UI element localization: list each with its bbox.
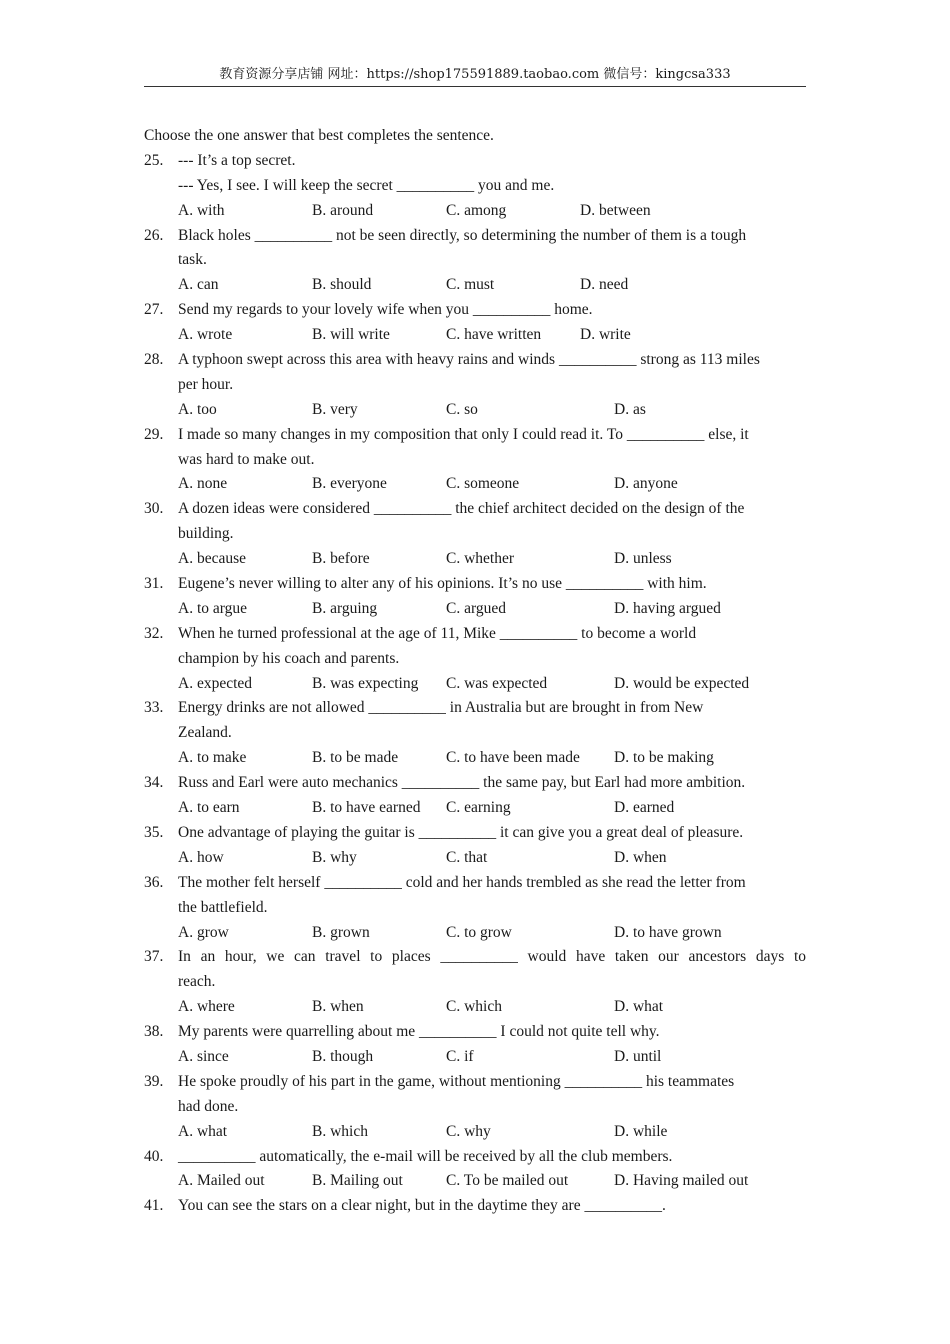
answer-option-d[interactable]: D. between — [580, 201, 651, 219]
answer-options — [144, 398, 806, 423]
question-number: 30. — [144, 500, 164, 518]
question-number: 39. — [144, 1072, 164, 1090]
question-number — [144, 970, 178, 995]
answer-option-d[interactable]: D. as — [614, 400, 646, 418]
answer-options — [144, 995, 806, 1020]
question-number — [144, 721, 178, 746]
answer-options — [144, 796, 806, 821]
question-number: 28. — [144, 351, 164, 369]
question-36 — [144, 871, 806, 946]
answer-options — [144, 846, 806, 871]
answer-options — [144, 672, 806, 697]
question-text: was hard to make out. — [178, 450, 315, 468]
question-text: Black holes __________ not be seen directly, so determining the number of them is a tough — [178, 226, 747, 244]
question-stem — [144, 423, 806, 448]
answer-option-d[interactable]: D. Having mailed out — [614, 1172, 749, 1190]
answer-option-d[interactable]: D. need — [580, 276, 629, 294]
question-stem — [144, 1145, 806, 1170]
answer-options — [144, 323, 806, 348]
answer-option-a[interactable]: A. what — [178, 1122, 228, 1140]
answer-options — [144, 199, 806, 224]
question-number: 25. — [144, 151, 164, 169]
question-41 — [144, 1194, 806, 1219]
question-number — [144, 1095, 178, 1120]
question-stem-continued — [144, 1095, 806, 1120]
answer-option-d[interactable]: D. write — [580, 326, 631, 344]
answer-options — [144, 597, 806, 622]
answer-option-c[interactable]: C. if — [446, 1047, 474, 1065]
answer-options — [144, 746, 806, 771]
question-number — [144, 373, 178, 398]
question-text: My parents were quarrelling about me __________ I could not quite tell why. — [178, 1023, 660, 1041]
question-35 — [144, 821, 806, 871]
question-text: reach. — [178, 973, 216, 991]
answer-option-a[interactable]: A. can — [178, 276, 219, 294]
question-stem — [144, 821, 806, 846]
question-number — [144, 647, 178, 672]
question-number — [144, 896, 178, 921]
question-text: Eugene’s never willing to alter any of his opinions. It’s no use __________ with him. — [178, 575, 707, 593]
answer-option-a[interactable]: A. with — [178, 201, 225, 219]
answer-option-a[interactable]: A. because — [178, 550, 246, 568]
question-37 — [144, 945, 806, 1020]
answer-options — [144, 472, 806, 497]
answer-option-c[interactable]: C. was expected — [446, 674, 548, 692]
question-text: --- It’s a top secret. — [178, 151, 296, 169]
question-stem — [144, 348, 806, 373]
question-text: He spoke proudly of his part in the game, without mentioning __________ his teammates — [178, 1072, 735, 1090]
instruction: Choose the one answer that best completes the sentence. — [144, 127, 494, 144]
answer-option-c[interactable]: C. must — [446, 276, 495, 294]
answer-option-c[interactable]: C. why — [446, 1122, 491, 1140]
question-number: 33. — [144, 699, 164, 717]
answer-option-a[interactable]: A. expected — [178, 674, 253, 692]
answer-option-b[interactable]: B. very — [312, 400, 358, 418]
answer-option-d[interactable]: D. to be making — [614, 749, 714, 767]
answer-options — [144, 547, 806, 572]
answer-option-b[interactable]: B. Mailing out — [312, 1172, 403, 1190]
answer-option-b[interactable]: B. grown — [312, 923, 370, 941]
answer-option-d[interactable]: D. unless — [614, 550, 672, 568]
question-stem — [144, 497, 806, 522]
question-30 — [144, 497, 806, 572]
question-38 — [144, 1020, 806, 1070]
question-stem-continued — [144, 248, 806, 273]
answer-option-d[interactable]: D. would be expected — [614, 674, 750, 692]
question-text: When he turned professional at the age of 11, Mike __________ to become a world — [178, 624, 697, 642]
question-text: A typhoon swept across this area with heavy rains and winds __________ strong as 113 miles — [178, 351, 760, 369]
question-text: the battlefield. — [178, 898, 268, 916]
answer-option-b[interactable]: B. everyone — [312, 475, 387, 493]
question-number: 36. — [144, 873, 164, 891]
answer-option-a[interactable]: A. none — [178, 475, 228, 493]
question-stem-continued — [144, 721, 806, 746]
question-stem-continued — [144, 174, 806, 199]
answer-option-a[interactable]: A. where — [178, 998, 235, 1016]
answer-options — [144, 1045, 806, 1070]
question-stem-continued — [144, 373, 806, 398]
question-28 — [144, 348, 806, 423]
question-stem — [144, 149, 806, 174]
answer-options — [144, 921, 806, 946]
answer-option-c[interactable]: C. to grow — [446, 923, 512, 941]
question-text: In an hour, we can travel to places __________ would have taken our ancestors days to — [178, 948, 806, 966]
answer-options — [144, 273, 806, 298]
answer-option-b[interactable]: B. though — [312, 1047, 374, 1065]
question-number: 38. — [144, 1023, 164, 1041]
answer-option-d[interactable]: D. anyone — [614, 475, 678, 493]
question-text: A dozen ideas were considered __________ the chief architect decided on the design of the — [178, 500, 745, 518]
answer-option-c[interactable]: C. earning — [446, 799, 511, 817]
answer-option-c[interactable]: C. To be mailed out — [446, 1172, 569, 1190]
question-text: --- Yes, I see. I will keep the secret __________ you and me. — [178, 176, 555, 194]
answer-option-b[interactable]: B. around — [312, 201, 374, 219]
answer-option-d[interactable]: D. until — [614, 1047, 662, 1065]
question-stem — [144, 871, 806, 896]
question-stem-continued — [144, 970, 806, 995]
question-31 — [144, 572, 806, 622]
questions-container — [144, 149, 806, 1219]
question-text: Russ and Earl were auto mechanics __________ the same pay, but Earl had more ambition. — [178, 774, 746, 792]
question-number: 32. — [144, 624, 164, 642]
question-number: 35. — [144, 823, 164, 841]
answer-option-c[interactable]: C. whether — [446, 550, 515, 568]
question-27 — [144, 298, 806, 348]
answer-option-b[interactable]: B. will write — [312, 326, 390, 344]
question-number: 29. — [144, 425, 164, 443]
question-number: 26. — [144, 226, 164, 244]
question-39 — [144, 1070, 806, 1145]
question-number — [144, 522, 178, 547]
answer-option-a[interactable]: A. to argue — [178, 599, 248, 617]
question-32 — [144, 622, 806, 697]
question-stem — [144, 1070, 806, 1095]
question-text: __________ automatically, the e-mail will be received by all the club members. — [178, 1147, 673, 1165]
question-number: 27. — [144, 301, 164, 319]
answer-option-c[interactable]: C. to have been made — [446, 749, 580, 767]
question-stem — [144, 696, 806, 721]
question-26 — [144, 224, 806, 299]
answer-option-a[interactable]: A. too — [178, 400, 217, 418]
question-number — [144, 448, 178, 473]
question-text: Zealand. — [178, 724, 232, 742]
answer-option-c[interactable]: C. have written — [446, 326, 542, 344]
answer-options — [144, 1120, 806, 1145]
question-stem-continued — [144, 448, 806, 473]
question-stem-continued — [144, 896, 806, 921]
answer-option-b[interactable]: B. when — [312, 998, 364, 1016]
question-number: 31. — [144, 575, 164, 593]
question-stem — [144, 945, 806, 970]
answer-option-d[interactable]: D. what — [614, 998, 664, 1016]
question-number — [144, 248, 178, 273]
answer-option-b[interactable]: B. why — [312, 848, 357, 866]
question-text: champion by his coach and parents. — [178, 649, 400, 667]
answer-option-a[interactable]: A. grow — [178, 923, 229, 941]
answer-option-c[interactable]: C. that — [446, 848, 488, 866]
answer-option-b[interactable]: B. which — [312, 1122, 368, 1140]
question-stem — [144, 771, 806, 796]
question-text: Send my regards to your lovely wife when you __________ home. — [178, 301, 593, 319]
answer-option-c[interactable]: C. someone — [446, 475, 520, 493]
question-number: 40. — [144, 1147, 164, 1165]
question-text: had done. — [178, 1097, 239, 1115]
question-stem — [144, 1020, 806, 1045]
answer-option-b[interactable]: B. to have earned — [312, 799, 421, 817]
question-stem-continued — [144, 647, 806, 672]
answer-option-a[interactable]: A. to make — [178, 749, 247, 767]
question-33 — [144, 696, 806, 771]
question-text: I made so many changes in my composition that only I could read it. To __________ else, it — [178, 425, 749, 443]
question-40 — [144, 1145, 806, 1195]
answer-option-a[interactable]: A. since — [178, 1047, 229, 1065]
question-text: The mother felt herself __________ cold and her hands trembled as she read the letter from — [178, 873, 746, 891]
answer-option-a[interactable]: A. wrote — [178, 326, 233, 344]
question-stem — [144, 622, 806, 647]
answer-option-b[interactable]: B. before — [312, 550, 370, 568]
answer-option-d[interactable]: D. to have grown — [614, 923, 722, 941]
question-text: You can see the stars on a clear night, but in the daytime they are __________. — [178, 1197, 666, 1215]
question-stem-continued — [144, 522, 806, 547]
answer-option-b[interactable]: B. to be made — [312, 749, 399, 767]
answer-option-c[interactable]: C. among — [446, 201, 507, 219]
answer-option-d[interactable]: D. while — [614, 1122, 668, 1140]
question-list — [144, 124, 806, 1219]
question-text: building. — [178, 525, 234, 543]
answer-option-b[interactable]: B. should — [312, 276, 372, 294]
answer-option-a[interactable]: A. Mailed out — [178, 1172, 265, 1190]
question-text: per hour. — [178, 375, 234, 393]
question-stem — [144, 1194, 806, 1219]
question-number: 37. — [144, 948, 164, 966]
question-number: 41. — [144, 1197, 164, 1215]
question-text: One advantage of playing the guitar is __________ it can give you a great deal of pleasure. — [178, 823, 744, 841]
page-header: 教育资源分享店铺 网址：https://shop175591889.taobao.com 微信号：kingcsa333 — [144, 66, 806, 87]
question-stem — [144, 224, 806, 249]
answer-option-d[interactable]: D. earned — [614, 799, 675, 817]
question-number — [144, 174, 178, 199]
answer-option-d[interactable]: D. when — [614, 848, 667, 866]
answer-option-a[interactable]: A. to earn — [178, 799, 240, 817]
question-29 — [144, 423, 806, 498]
answer-option-c[interactable]: C. argued — [446, 599, 506, 617]
question-34 — [144, 771, 806, 821]
question-text: Energy drinks are not allowed __________ in Australia but are brought in from New — [178, 699, 704, 717]
question-25 — [144, 149, 806, 224]
question-stem — [144, 572, 806, 597]
answer-options — [144, 1169, 806, 1194]
question-number: 34. — [144, 774, 164, 792]
answer-option-c[interactable]: C. so — [446, 400, 478, 418]
answer-option-d[interactable]: D. having argued — [614, 599, 721, 617]
answer-option-b[interactable]: B. arguing — [312, 599, 378, 617]
answer-option-a[interactable]: A. how — [178, 848, 224, 866]
question-text: task. — [178, 251, 207, 269]
answer-option-b[interactable]: B. was expecting — [312, 674, 419, 692]
answer-option-c[interactable]: C. which — [446, 998, 502, 1016]
question-stem — [144, 298, 806, 323]
